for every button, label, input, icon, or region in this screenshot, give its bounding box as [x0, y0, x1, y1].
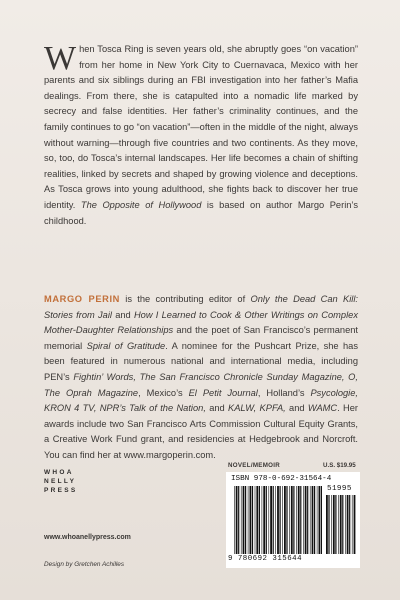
barcode-bar — [300, 486, 301, 554]
description-text-end: is based on author Margo Perin’s childhood. — [44, 199, 358, 226]
logo-line: NELLY — [44, 478, 77, 485]
logo-line: WHOA — [44, 469, 74, 476]
addon-number: 51995 — [327, 485, 352, 493]
genre-label: NOVEL/MEMOIR — [228, 462, 281, 469]
bio-text: , Mexico’s — [138, 387, 189, 398]
author-name: MARGO PERIN — [44, 294, 120, 304]
bio-italic: WAMC — [307, 403, 338, 414]
book-description — [44, 42, 358, 229]
barcode-bar — [342, 495, 343, 554]
barcode-bar — [310, 486, 311, 554]
drop-cap: W — [44, 40, 77, 77]
barcode-bar — [317, 486, 318, 554]
barcode-bar — [331, 495, 332, 554]
barcode-bar — [286, 486, 287, 554]
barcode-bar — [259, 486, 260, 554]
barcode-bar — [266, 486, 267, 554]
barcode-bar — [270, 486, 272, 554]
barcode-bar — [291, 486, 293, 554]
bio-italic: El Petit Journal — [188, 387, 258, 398]
barcode-bar — [349, 495, 350, 554]
barcode-bar — [305, 486, 307, 554]
barcode-bar — [280, 486, 281, 554]
logo-line: PRESS — [44, 487, 78, 494]
bio-italic: Spiral of Gratitude — [86, 340, 166, 351]
ean-barcode-bars — [234, 486, 322, 554]
barcode-bar — [252, 486, 253, 554]
bio-text: , Holland’s — [257, 387, 311, 398]
bio-text: . Her awards include two San Francisco Arts Commission Cultural Equity Grants, a Creative Work Fund grant, and residencies at Hedgebrook and Norcroft. You can find her at www.margoperin.com. — [44, 403, 358, 460]
barcode-bar — [319, 486, 321, 554]
isbn-barcode — [226, 472, 360, 568]
price-label: U.S. $19.95 — [323, 462, 356, 469]
barcode-bar — [338, 495, 339, 554]
barcode-bar — [354, 495, 356, 554]
barcode-bar — [333, 495, 335, 554]
barcode-bar — [236, 486, 238, 554]
barcode-bar — [255, 486, 256, 554]
barcode-bar — [326, 495, 328, 554]
bio-text: and — [111, 309, 134, 320]
design-credit: Design by Gretchen Achilles — [44, 561, 125, 568]
barcode-bar — [269, 486, 270, 554]
book-title-italic: The Opposite of Hollywood — [80, 199, 202, 210]
isbn-label: ISBN 978-0-692-31564-4 — [231, 475, 332, 483]
bio-text: and — [205, 403, 229, 414]
barcode-bar — [250, 486, 252, 554]
barcode-bar — [335, 495, 336, 554]
barcode-bar — [248, 486, 249, 554]
bio-text: . A nominee for the Pushcart Prize, she has been featured in numerous national and international media, including PEN’s — [44, 340, 358, 382]
ean-number: 9 780692 315644 — [228, 555, 303, 563]
barcode-bar — [275, 486, 276, 554]
publisher-logo — [44, 468, 78, 495]
barcode-bar — [293, 486, 294, 554]
barcode-bar — [345, 495, 346, 554]
barcode-bar — [298, 486, 300, 554]
barcode-bar — [289, 486, 290, 554]
barcode-bar — [263, 486, 265, 554]
barcode-bar — [282, 486, 283, 554]
barcode-bar — [340, 495, 342, 554]
barcode-bar — [307, 486, 308, 554]
barcode-bar — [296, 486, 297, 554]
bio-text: is the contributing editor of — [119, 294, 251, 304]
barcode-bar — [243, 486, 245, 554]
bio-italic: Fightin’ Words, The San Francisco Chronicle Sunday Magazine, O, The Oprah Magazine — [44, 371, 358, 398]
barcode-bar — [312, 486, 314, 554]
barcode-bar — [238, 486, 239, 554]
barcode-bar — [277, 486, 279, 554]
barcode-bar — [347, 495, 349, 554]
addon-barcode-bars — [326, 495, 356, 554]
barcode-bar — [273, 486, 274, 554]
barcode-bar — [256, 486, 258, 554]
publisher-website[interactable]: www.whoanellypress.com — [44, 534, 131, 541]
bio-italic: Only the Dead Can Kill: Stories from Jail — [44, 294, 358, 320]
barcode-bar — [314, 486, 315, 554]
bio-italic: How I Learned to Cook & Other Writings on Complex Mother-Daughter Relationships — [44, 309, 358, 336]
barcode-bar — [303, 486, 304, 554]
barcode-bar — [241, 486, 242, 554]
barcode-bar — [321, 486, 322, 554]
bio-italic: Psycologie, KRON 4 TV, NPR’s Talk of the Nation, — [44, 387, 358, 414]
author-bio — [44, 292, 358, 464]
bio-italic: KALW, KPFA, — [228, 403, 286, 414]
description-text: hen Tosca Ring is seven years old, she abruptly goes “on vacation” from her home in New York City to Cuernavaca, Mexico with her parents and six siblings during an FBI investigation into her father’s Mafia dealings. From there, she is catapulted into a nomadic life marked by secrecy and false identities. Her father’s criminality continues, and the family continues to go “on vacation”—often in the middle of the night, always without warning—through five countries and two continents. As they move, so, too, do Tosca’s internal landscapes. Her life becomes a chain of shifting realities, linked by secrets and shaped by growing violence and deceptions. As Tosca grows into young adulthood, she fights back to discover her true identity. — [44, 44, 358, 210]
bio-text: and the poet of San Francisco’s permanent memorial — [44, 325, 358, 351]
barcode-bar — [328, 495, 329, 554]
barcode-bar — [245, 486, 246, 554]
bio-text: and — [285, 403, 308, 414]
barcode-bar — [352, 495, 353, 554]
barcode-bar — [262, 486, 263, 554]
barcode-bar — [234, 486, 235, 554]
barcode-bar — [284, 486, 286, 554]
